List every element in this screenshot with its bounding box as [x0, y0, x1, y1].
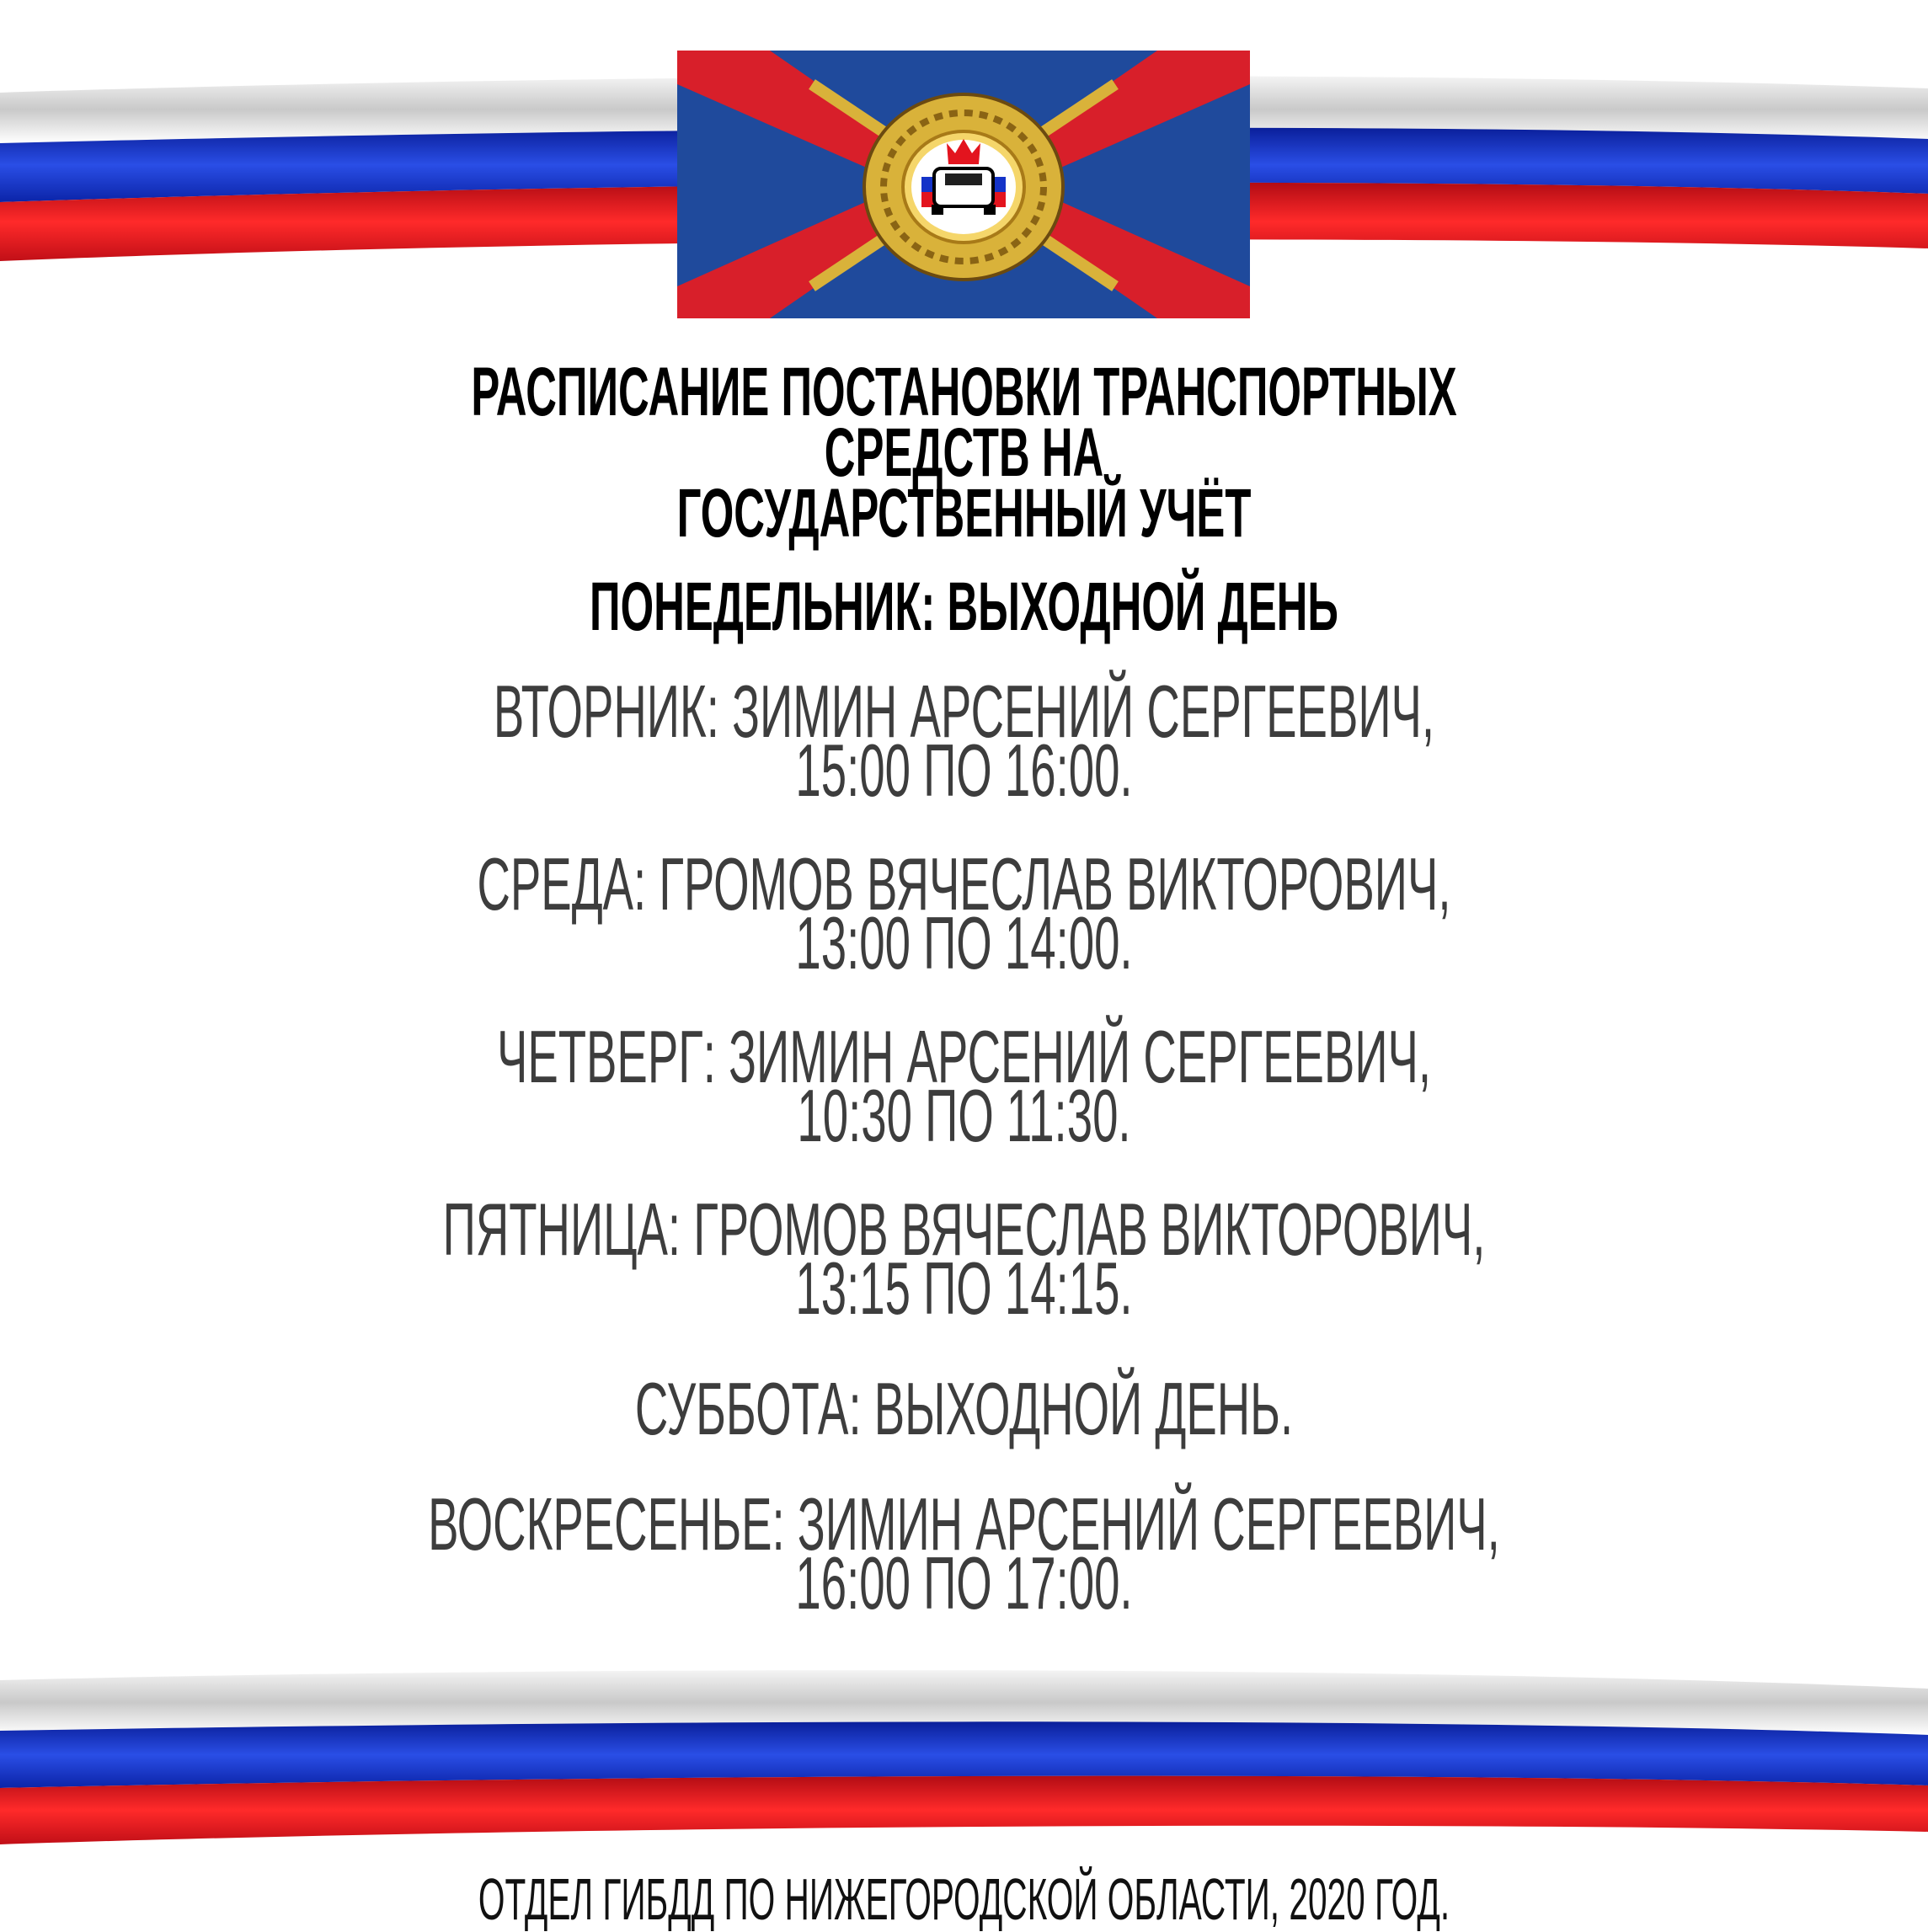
- bottom-tricolor-ribbon: [0, 1663, 1928, 1865]
- title-line-1: РАСПИСАНИЕ ПОСТАНОВКИ ТРАНСПОРТНЫХ СРЕДСТВ НА: [471, 354, 1457, 491]
- entry-line-2: 10:30 ПО 11:30.: [797, 1074, 1131, 1157]
- schedule-entry-wednesday: [366, 842, 1562, 985]
- entry-line-1: СРЕДА: ГРОМОВ ВЯЧЕСЛАВ ВИКТОРОВИЧ,: [477, 842, 1451, 926]
- traffic-police-emblem: [677, 51, 1250, 318]
- schedule-entry-tuesday: [366, 670, 1562, 812]
- monday-entry: ПОНЕДЕЛЬНИК: ВЫХОДНОЙ ДЕНЬ: [590, 568, 1338, 645]
- entry-line-1: ВТОРНИК: ЗИМИН АРСЕНИЙ СЕРГЕЕВИЧ,: [493, 670, 1435, 753]
- entry-line-1: ЧЕТВЕРГ: ЗИМИН АРСЕНИЙ СЕРГЕЕВИЧ,: [496, 1015, 1432, 1098]
- entry-line-2: 13:15 ПО 14:15.: [795, 1246, 1133, 1330]
- page-title: [366, 354, 1562, 552]
- schedule-entry-sunday: [366, 1482, 1562, 1625]
- entry-line-1: ВОСКРЕСЕНЬЕ: ЗИМИН АРСЕНИЙ СЕРГЕЕВИЧ,: [428, 1482, 1500, 1566]
- entry-line-2: 13:00 ПО 14:00.: [795, 901, 1133, 985]
- footer-text: ОТДЕЛ ГИБДД ПО НИЖЕГОРОДСКОЙ ОБЛАСТИ, 2020 ГОД.: [478, 1866, 1450, 1932]
- title-line-2: ГОСУДАРСТВЕННЫЙ УЧЁТ: [676, 475, 1252, 552]
- schedule-entry-thursday: [366, 1015, 1562, 1157]
- entry-line-2: 15:00 ПО 16:00.: [795, 729, 1133, 812]
- schedule-entry-saturday: [366, 1367, 1562, 1450]
- entry-line-1: СУББОТА: ВЫХОДНОЙ ДЕНЬ.: [634, 1367, 1294, 1450]
- entry-line-2: 16:00 ПО 17:00.: [795, 1541, 1133, 1625]
- entry-line-1: ПЯТНИЦА: ГРОМОВ ВЯЧЕСЛАВ ВИКТОРОВИЧ,: [442, 1187, 1486, 1271]
- schedule-entry-friday: [366, 1187, 1562, 1330]
